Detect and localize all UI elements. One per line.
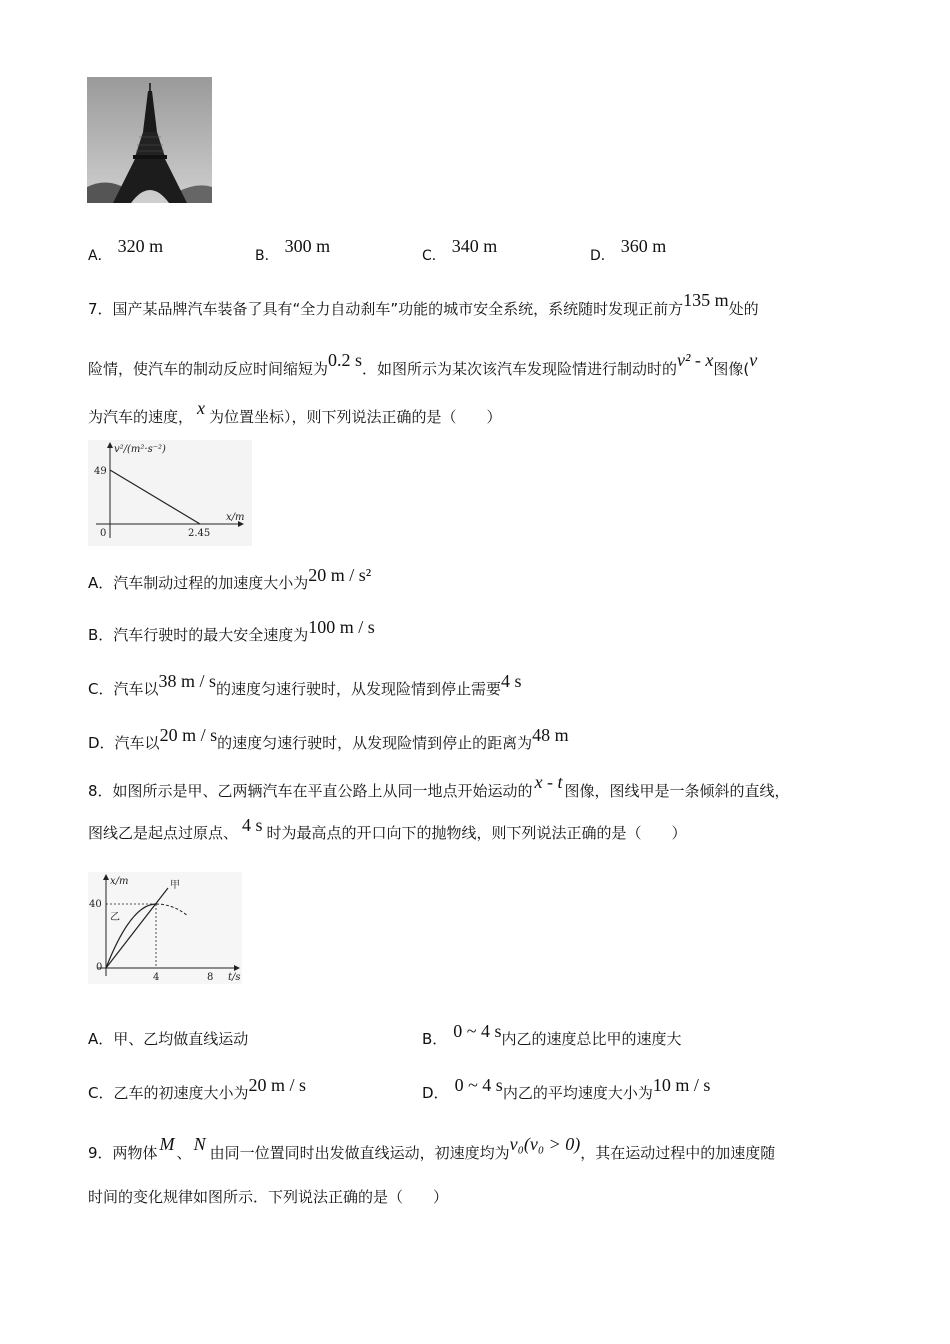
q9-line1-text-a: 9．两物体 [88, 1144, 158, 1162]
q8-stem-line1 [88, 772, 790, 801]
q8-option-c[interactable] [88, 1075, 306, 1103]
q7-option-c-text-a: C．汽车以 [88, 680, 159, 698]
q8-line2-text-a: 图线乙是起点过原点、 [88, 824, 239, 842]
q8-stem-line2 [88, 815, 687, 843]
q8-line1-text-b: 图像，图线甲是一条倾斜的直线， [564, 782, 790, 800]
q7-option-c-text-b: 的速度匀速行驶时，从发现险情到停止需要 [216, 680, 502, 698]
q7-option-a-value: 20 m / s² [308, 565, 372, 585]
q8-option-a[interactable] [88, 1028, 248, 1049]
q7-line2-text-a: 险情，使汽车的制动反应时间缩短为 [88, 360, 329, 378]
q7-x-axis-label: x/m [226, 512, 245, 523]
q7-line2-text-b: ．如图所示为某次该汽车发现险情进行制动时的 [362, 360, 678, 378]
q9-line2-text: 时间的变化规律如图所示．下列说法正确的是（ ） [88, 1188, 449, 1206]
q7-option-a[interactable] [88, 565, 372, 593]
q9-stem-line1 [88, 1134, 776, 1163]
q8-x-tick-4: 4 [153, 972, 160, 983]
q7-option-b-value: 100 m / s [308, 617, 375, 637]
q7-line1-text-b: 处的 [728, 300, 759, 318]
q6-option-a-value: 320 m [117, 236, 164, 256]
q9-line1-sep: 、 [176, 1144, 192, 1162]
eiffel-tower-photo [87, 77, 212, 203]
q8-option-b-value: 0 ~ 4 s [453, 1021, 502, 1041]
q7-line3-text-b: 为位置坐标），则下列说法正确的是（ ） [209, 408, 502, 426]
q6-option-d-label: D． [590, 248, 615, 264]
q8-option-a-text: A．甲、乙均做直线运动 [88, 1030, 249, 1048]
q6-option-c-value: 340 m [451, 236, 498, 256]
q8-option-d[interactable] [422, 1075, 711, 1103]
q8-line2-text-b: 时为最高点的开口向下的抛物线，则下列说法正确的是（ ） [266, 824, 687, 842]
q7-option-b[interactable] [88, 617, 375, 645]
q9-line1-text-c: ，其在运动过程中的加速度随 [580, 1144, 776, 1162]
q8-x-axis-label: t/s [228, 972, 241, 983]
q7-option-d-value2: 48 m [532, 725, 569, 745]
q8-x-tick-8: 8 [207, 972, 214, 983]
q8-option-c-text: C．乙车的初速度大小为 [88, 1084, 249, 1102]
q6-option-a-label: A． [88, 248, 112, 264]
q8-x-t-graph [88, 872, 242, 984]
q7-x-tick-245: 2.45 [188, 528, 211, 539]
q7-option-d-text-b: 的速度匀速行驶时，从发现险情到停止的距离为 [217, 734, 533, 752]
q9-line1-n: N [193, 1134, 206, 1154]
q6-option-b-label: B． [255, 248, 279, 264]
q7-option-d-text-a: D．汽车以 [88, 734, 160, 752]
q8-label-jia: 甲 [170, 880, 180, 891]
q7-line2-value: 0.2 s [328, 350, 363, 370]
q8-option-d-text: 内乙的平均速度大小为 [502, 1084, 653, 1102]
q7-line1-value: 135 m [683, 290, 729, 310]
q7-option-a-text: A．汽车制动过程的加速度大小为 [88, 574, 309, 592]
q7-line3-math: x [197, 398, 206, 418]
q7-stem-line2 [88, 350, 758, 379]
q8-label-yi: 乙 [110, 912, 120, 923]
q9-line1-m: M [159, 1134, 175, 1154]
q7-option-d[interactable] [88, 725, 569, 753]
q8-y-axis-label: x/m [110, 876, 129, 887]
q6-option-c[interactable] [422, 236, 498, 265]
q7-v2-x-graph [88, 440, 252, 546]
q9-stem-line2 [88, 1186, 448, 1207]
q6-option-a[interactable] [88, 236, 164, 265]
q7-option-b-text: B．汽车行驶时的最大安全速度为 [88, 626, 309, 644]
q7-line2-math: v² - x [677, 350, 714, 370]
q6-option-d-value: 360 m [620, 236, 667, 256]
q7-stem-line1 [88, 290, 759, 319]
q7-y-tick-49: 49 [94, 466, 107, 477]
q6-option-b-value: 300 m [284, 236, 331, 256]
q7-line2-text-c: 图像( [713, 360, 750, 378]
q8-option-b-label: B． [422, 1030, 448, 1048]
q8-option-c-value: 20 m / s [248, 1075, 306, 1095]
q7-stem-line3 [88, 398, 502, 427]
q8-y-tick-40: 40 [89, 899, 102, 910]
q7-y-axis-label: v²/(m²·s⁻²) [114, 444, 166, 455]
q6-option-c-label: C． [422, 248, 446, 264]
q7-option-c-value2: 4 s [501, 671, 522, 691]
q7-option-c[interactable] [88, 671, 522, 699]
q7-option-c-value1: 38 m / s [158, 671, 216, 691]
q8-origin-label: 0 [96, 962, 103, 973]
q6-option-b[interactable] [255, 236, 331, 265]
q6-option-d[interactable] [590, 236, 667, 265]
q7-line1-text-a: 7．国产某品牌汽车装备了具有“全力自动刹车”功能的城市安全系统，系统随时发现正前方 [88, 300, 684, 318]
q8-line1-text-a: 8．如图所示是甲、乙两辆汽车在平直公路上从同一地点开始运动的 [88, 782, 533, 800]
q7-line3-text-a: 为汽车的速度， [88, 408, 194, 426]
q9-line1-math: v₀(v₀ > 0) [509, 1134, 581, 1154]
q8-option-d-label: D． [422, 1084, 449, 1102]
q8-option-b-text: 内乙的速度总比甲的速度大 [501, 1030, 682, 1048]
q8-option-d-value2: 10 m / s [652, 1075, 711, 1095]
q7-origin-label: 0 [100, 528, 107, 539]
q8-option-b[interactable] [422, 1021, 682, 1049]
q8-line2-value: 4 s [242, 815, 263, 835]
q7-option-d-value1: 20 m / s [159, 725, 218, 745]
q7-line2-v: v [749, 350, 758, 370]
q8-option-d-value1: 0 ~ 4 s [454, 1075, 503, 1095]
q8-line1-math: x - t [534, 772, 563, 792]
q9-line1-text-b: 由同一位置同时出发做直线运动，初速度均为 [209, 1144, 510, 1162]
